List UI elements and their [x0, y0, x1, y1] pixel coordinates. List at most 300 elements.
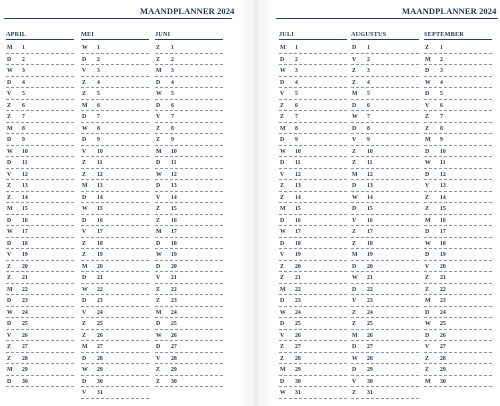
- day-row: [6, 111, 74, 123]
- day-row: [351, 203, 419, 215]
- day-row: [81, 318, 149, 330]
- weekday-letter: Z: [7, 344, 11, 350]
- weekday-letter: W: [352, 275, 358, 281]
- day-number: 17: [97, 229, 103, 235]
- day-number: 5: [440, 91, 443, 97]
- weekday-letter: W: [425, 79, 431, 86]
- day-number: 29: [367, 367, 373, 373]
- day-row: [6, 180, 74, 192]
- day-row: [155, 146, 223, 158]
- day-row: [424, 272, 492, 284]
- day-number: 11: [97, 160, 103, 166]
- day-row: [279, 88, 347, 100]
- day-row: [351, 364, 419, 376]
- weekday-letter: D: [352, 286, 357, 293]
- weekday-letter: V: [82, 390, 87, 396]
- day-number: 24: [97, 309, 103, 316]
- weekday-letter: Z: [425, 114, 429, 120]
- day-row: [351, 180, 419, 192]
- day-row: [81, 100, 149, 112]
- day-row: [81, 77, 149, 89]
- weekday-letter: Z: [425, 45, 429, 51]
- day-row: [155, 318, 223, 330]
- weekday-letter: V: [82, 229, 87, 235]
- weekday-letter: D: [280, 298, 285, 304]
- day-row: [351, 146, 419, 158]
- day-row: [155, 192, 223, 204]
- day-row: [279, 54, 347, 66]
- weekday-letter: W: [280, 229, 286, 235]
- day-number: 27: [97, 344, 103, 350]
- day-row: [81, 364, 149, 376]
- day-row: [351, 169, 419, 181]
- weekday-letter: W: [156, 91, 162, 97]
- day-number: 6: [295, 102, 298, 109]
- day-number: 24: [171, 309, 177, 316]
- weekday-letter: V: [156, 355, 161, 362]
- weekday-letter: D: [156, 321, 161, 327]
- day-row: [81, 330, 149, 342]
- day-number: 30: [367, 378, 373, 385]
- day-row: [81, 146, 149, 158]
- day-row: [424, 100, 492, 112]
- day-row: [6, 169, 74, 181]
- day-number: 27: [367, 344, 373, 350]
- weekday-letter: M: [156, 309, 162, 316]
- day-row: [6, 284, 74, 296]
- day-number: 12: [97, 171, 103, 178]
- day-row: [155, 295, 223, 307]
- day-number: 9: [367, 137, 370, 143]
- weekday-letter: V: [352, 56, 357, 63]
- day-number: 17: [22, 229, 28, 235]
- day-number: 26: [171, 332, 177, 339]
- day-number: 20: [295, 263, 301, 270]
- day-row: [424, 238, 492, 250]
- weekday-letter: V: [280, 171, 285, 178]
- day-number: 18: [22, 240, 28, 247]
- weekday-letter: M: [156, 229, 162, 235]
- day-row: [81, 226, 149, 238]
- weekday-letter: Z: [82, 332, 86, 339]
- day-number: 1: [171, 45, 174, 51]
- day-number: 6: [171, 102, 174, 109]
- weekday-letter: D: [280, 240, 285, 247]
- day-row: [279, 284, 347, 296]
- weekday-letter: D: [82, 56, 87, 63]
- day-number: 17: [295, 229, 301, 235]
- day-row: [279, 123, 347, 135]
- day-number: 27: [22, 344, 28, 350]
- day-row: [279, 157, 347, 169]
- weekday-letter: M: [352, 252, 358, 258]
- day-number: 16: [97, 217, 103, 224]
- weekday-letter: M: [425, 298, 431, 304]
- weekday-letter: W: [7, 68, 13, 74]
- weekday-letter: Z: [352, 309, 356, 316]
- day-number: 19: [97, 252, 103, 258]
- weekday-letter: Z: [156, 137, 160, 143]
- weekday-letter: W: [280, 148, 286, 155]
- day-row: [155, 169, 223, 181]
- weekday-letter: M: [82, 263, 88, 270]
- day-number: 21: [440, 275, 446, 281]
- day-number: 26: [97, 332, 103, 339]
- day-row: [424, 111, 492, 123]
- weekday-letter: Z: [156, 298, 160, 304]
- day-number: 31: [97, 390, 103, 396]
- weekday-letter: Z: [82, 240, 86, 247]
- day-row: [6, 376, 74, 388]
- day-row: [279, 330, 347, 342]
- weekday-letter: Z: [280, 114, 284, 120]
- day-row: [155, 261, 223, 273]
- day-row: [81, 284, 149, 296]
- day-number: 14: [367, 194, 373, 201]
- day-row: [6, 261, 74, 273]
- weekday-letter: V: [7, 91, 12, 97]
- weekday-letter: W: [7, 309, 13, 316]
- day-number: 29: [97, 367, 103, 373]
- day-row: [279, 203, 347, 215]
- weekday-letter: Z: [352, 240, 356, 247]
- day-row: [424, 65, 492, 77]
- day-row: [279, 387, 347, 399]
- day-number: 12: [171, 171, 177, 178]
- weekday-letter: W: [82, 206, 88, 212]
- weekday-letter: D: [156, 263, 161, 270]
- day-row: [6, 123, 74, 135]
- day-number: 22: [440, 286, 446, 293]
- day-row: [6, 318, 74, 330]
- day-row: [155, 341, 223, 353]
- day-number: 28: [22, 355, 28, 362]
- weekday-letter: Z: [352, 148, 356, 155]
- weekday-letter: Z: [156, 125, 160, 132]
- day-row: [351, 376, 419, 388]
- day-row: [6, 146, 74, 158]
- day-row: [81, 215, 149, 227]
- day-row: [6, 353, 74, 365]
- day-number: 14: [97, 194, 103, 201]
- day-row: [424, 134, 492, 146]
- day-row: [424, 226, 492, 238]
- weekday-letter: V: [7, 171, 12, 178]
- weekday-letter: M: [156, 68, 162, 74]
- day-number: 23: [440, 298, 446, 304]
- weekday-letter: Z: [352, 160, 356, 166]
- day-row: [6, 307, 74, 319]
- weekday-letter: W: [82, 367, 88, 373]
- weekday-letter: D: [425, 171, 430, 178]
- day-row: [81, 307, 149, 319]
- day-number: 21: [97, 275, 103, 281]
- day-row: [81, 238, 149, 250]
- day-number: 31: [367, 390, 373, 396]
- day-number: 5: [171, 91, 174, 97]
- weekday-letter: D: [280, 160, 285, 166]
- weekday-letter: D: [425, 229, 430, 235]
- day-row: [6, 88, 74, 100]
- weekday-letter: W: [352, 194, 358, 201]
- weekday-letter: Z: [156, 45, 160, 51]
- month-column-april: [6, 30, 74, 387]
- weekday-letter: V: [82, 68, 87, 74]
- weekday-letter: D: [7, 217, 12, 224]
- day-number: 13: [97, 183, 103, 189]
- day-number: 4: [367, 79, 370, 86]
- weekday-letter: M: [425, 137, 431, 143]
- day-number: 25: [22, 321, 28, 327]
- day-number: 1: [97, 45, 100, 51]
- day-row: [424, 169, 492, 181]
- weekday-letter: M: [7, 125, 13, 132]
- day-number: 12: [295, 171, 301, 178]
- day-row: [155, 376, 223, 388]
- weekday-letter: M: [352, 91, 358, 97]
- day-number: 30: [97, 378, 103, 385]
- day-number: 13: [22, 183, 28, 189]
- weekday-letter: Z: [425, 367, 429, 373]
- day-number: 1: [295, 45, 298, 51]
- weekday-letter: D: [352, 344, 357, 350]
- weekday-letter: D: [7, 79, 12, 86]
- day-row: [279, 100, 347, 112]
- day-row: [155, 364, 223, 376]
- weekday-letter: M: [425, 378, 431, 385]
- day-number: 22: [22, 286, 28, 293]
- day-row: [351, 54, 419, 66]
- day-number: 25: [367, 321, 373, 327]
- day-number: 7: [22, 114, 25, 120]
- day-row: [424, 376, 492, 388]
- day-row: [424, 203, 492, 215]
- day-number: 6: [97, 102, 100, 109]
- day-row: [351, 123, 419, 135]
- weekday-letter: Z: [156, 367, 160, 373]
- day-row: [155, 226, 223, 238]
- day-row: [81, 192, 149, 204]
- day-row: [279, 249, 347, 261]
- day-number: 19: [440, 252, 446, 258]
- day-number: 4: [171, 79, 174, 86]
- day-number: 28: [97, 355, 103, 362]
- day-row: [279, 376, 347, 388]
- day-number: 7: [440, 114, 443, 120]
- day-number: 18: [295, 240, 301, 247]
- day-row: [81, 180, 149, 192]
- day-row: [155, 215, 223, 227]
- day-number: 6: [440, 102, 443, 109]
- day-number: 17: [367, 229, 373, 235]
- weekday-letter: D: [156, 344, 161, 350]
- weekday-letter: D: [156, 102, 161, 109]
- day-number: 24: [22, 309, 28, 316]
- day-number: 10: [22, 148, 28, 155]
- day-row: [155, 249, 223, 261]
- weekday-letter: D: [352, 367, 357, 373]
- day-row: [6, 341, 74, 353]
- day-row: [424, 157, 492, 169]
- weekday-letter: D: [352, 125, 357, 132]
- day-row: [6, 272, 74, 284]
- month-column-juni: [155, 30, 223, 387]
- day-number: 14: [295, 194, 301, 201]
- day-row: [155, 307, 223, 319]
- weekday-letter: M: [280, 125, 286, 132]
- day-number: 26: [22, 332, 28, 339]
- day-number: 8: [295, 125, 298, 132]
- day-row: [351, 341, 419, 353]
- page-title: MAANDPLANNER 2024: [140, 6, 235, 16]
- day-row: [424, 341, 492, 353]
- day-row: [6, 330, 74, 342]
- day-number: 15: [367, 206, 373, 212]
- weekday-letter: D: [425, 252, 430, 258]
- day-number: 24: [367, 309, 373, 316]
- day-row: [81, 169, 149, 181]
- day-row: [351, 272, 419, 284]
- day-row: [279, 341, 347, 353]
- day-row: [279, 192, 347, 204]
- day-row: [279, 295, 347, 307]
- day-number: 12: [367, 171, 373, 178]
- weekday-letter: D: [280, 137, 285, 143]
- day-row: [6, 54, 74, 66]
- weekday-letter: Z: [7, 263, 11, 270]
- day-row: [81, 387, 149, 399]
- weekday-letter: D: [425, 68, 430, 74]
- day-number: 27: [440, 344, 446, 350]
- weekday-letter: Z: [82, 160, 86, 166]
- left-page: [0, 0, 238, 406]
- weekday-letter: Z: [425, 206, 429, 212]
- title-rule: [276, 18, 498, 19]
- day-row: [81, 111, 149, 123]
- day-number: 11: [295, 160, 301, 166]
- day-row: [424, 146, 492, 158]
- weekday-letter: D: [280, 217, 285, 224]
- day-row: [155, 284, 223, 296]
- day-number: 2: [440, 56, 443, 63]
- day-number: 25: [295, 321, 301, 327]
- day-number: 18: [171, 240, 177, 247]
- day-number: 2: [367, 56, 370, 63]
- day-number: 9: [171, 137, 174, 143]
- day-row: [351, 157, 419, 169]
- day-row: [279, 318, 347, 330]
- day-row: [6, 203, 74, 215]
- day-number: 8: [367, 125, 370, 132]
- month-column-mei: [81, 30, 149, 399]
- weekday-letter: V: [82, 148, 87, 155]
- weekday-letter: Z: [425, 194, 429, 201]
- day-row: [279, 307, 347, 319]
- day-number: 13: [295, 183, 301, 189]
- day-number: 16: [440, 217, 446, 224]
- day-row: [6, 295, 74, 307]
- month-column-augustus: [351, 30, 419, 399]
- month-header: JULI: [279, 30, 347, 40]
- day-row: [351, 387, 419, 399]
- day-number: 14: [171, 194, 177, 201]
- day-row: [424, 284, 492, 296]
- day-row: [351, 192, 419, 204]
- weekday-letter: M: [352, 171, 358, 178]
- day-number: 23: [295, 298, 301, 304]
- day-row: [351, 261, 419, 273]
- month-header: APRIL: [6, 30, 74, 40]
- day-row: [155, 238, 223, 250]
- day-number: 10: [171, 148, 177, 155]
- weekday-letter: V: [352, 137, 357, 143]
- day-number: 8: [440, 125, 443, 132]
- day-number: 28: [440, 355, 446, 362]
- day-number: 12: [22, 171, 28, 178]
- weekday-letter: Z: [82, 79, 86, 86]
- weekday-letter: W: [156, 252, 162, 258]
- day-number: 24: [440, 309, 446, 316]
- month-column-juli: [279, 30, 347, 399]
- day-number: 1: [440, 45, 443, 51]
- weekday-letter: V: [280, 252, 285, 258]
- day-row: [279, 215, 347, 227]
- day-number: 18: [97, 240, 103, 247]
- weekday-letter: V: [280, 91, 285, 97]
- day-number: 26: [295, 332, 301, 339]
- weekday-letter: Z: [7, 183, 11, 189]
- weekday-letter: Z: [82, 171, 86, 178]
- day-number: 4: [295, 79, 298, 86]
- day-row: [351, 88, 419, 100]
- weekday-letter: W: [425, 160, 431, 166]
- weekday-letter: Z: [156, 217, 160, 224]
- day-number: 22: [97, 286, 103, 293]
- day-number: 25: [97, 321, 103, 327]
- day-number: 11: [22, 160, 28, 166]
- day-row: [155, 42, 223, 54]
- day-number: 21: [295, 275, 301, 281]
- weekday-letter: D: [156, 183, 161, 189]
- day-row: [424, 192, 492, 204]
- weekday-letter: W: [425, 321, 431, 327]
- weekday-letter: M: [352, 332, 358, 339]
- day-number: 2: [22, 56, 25, 63]
- day-number: 26: [367, 332, 373, 339]
- weekday-letter: Z: [352, 229, 356, 235]
- day-row: [279, 238, 347, 250]
- weekday-letter: V: [156, 114, 161, 120]
- weekday-letter: M: [156, 148, 162, 155]
- day-row: [6, 100, 74, 112]
- weekday-letter: D: [7, 298, 12, 304]
- weekday-letter: W: [7, 229, 13, 235]
- day-number: 16: [295, 217, 301, 224]
- day-number: 22: [367, 286, 373, 293]
- day-number: 18: [367, 240, 373, 247]
- weekday-letter: D: [425, 91, 430, 97]
- day-number: 28: [171, 355, 177, 362]
- day-row: [424, 180, 492, 192]
- day-number: 25: [440, 321, 446, 327]
- weekday-letter: W: [280, 390, 286, 396]
- day-number: 21: [22, 275, 28, 281]
- day-row: [155, 203, 223, 215]
- day-number: 4: [22, 79, 25, 86]
- day-number: 7: [171, 114, 174, 120]
- weekday-letter: M: [280, 206, 286, 212]
- weekday-letter: D: [7, 378, 12, 385]
